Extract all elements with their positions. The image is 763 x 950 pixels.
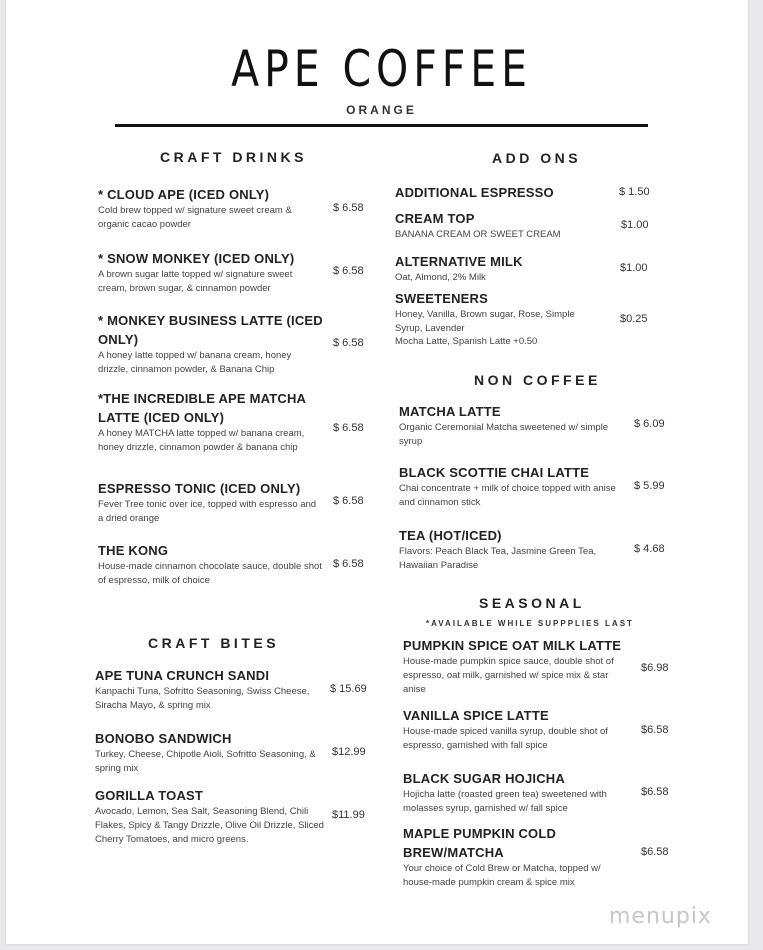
location-subtitle: ORANGE [346,103,417,117]
item-price: $ 6.09 [634,418,665,430]
item-price: $ 15.69 [330,683,367,695]
menu-item [395,209,610,242]
item-name: * MONKEY BUSINESS LATTE (ICED ONLY) [98,313,323,347]
item-description: Hojicha latte (roasted green tea) sweetened with molasses syrup, garnished w/ fall spice [403,789,607,814]
item-price: $1.00 [620,262,648,274]
item-price: $6.58 [641,846,669,858]
item-price: $ 6.58 [333,558,364,570]
menu-item [95,666,323,713]
menu-item-extra [395,335,625,349]
item-description: House-made pumpkin spice sauce, double shot of espresso, oat milk, garnished w/ spice mix & star anise [403,656,614,695]
item-description: A honey MATCHA latte topped w/ banana cream, honey drizzle, cinnamon powder & banana chip [98,428,305,453]
item-price: $ 6.58 [333,495,364,507]
item-price: $ 5.99 [634,480,665,492]
section-heading-craft-bites: CRAFT BITES [148,635,280,651]
item-name: MAPLE PUMPKIN COLD BREW/MATCHA [403,826,557,860]
item-name: * CLOUD APE (ICED ONLY) [98,187,270,202]
item-description: House-made cinnamon chocolate sauce, double shot of espresso, milk of choice [98,561,322,586]
item-price: $ 6.58 [333,202,364,214]
item-price: $0.25 [620,313,648,325]
item-description: Cold brew topped w/ signature sweet cream & organic cacao powder [98,205,292,230]
item-price: $6.58 [641,724,669,736]
header-divider [115,124,648,127]
item-price: $11.99 [332,809,365,821]
item-description: Honey, Vanilla, Brown sugar, Rose, Simple Syrup, Lavender [395,309,575,334]
item-description: House-made spiced vanilla syrup, double shot of espresso, garnished with fall spice [403,726,608,751]
item-name: *THE INCREDIBLE APE MATCHA LATTE (ICED ONLY) [98,391,306,425]
menu-item [98,249,323,296]
item-price: $ 4.68 [634,543,665,555]
section-heading-seasonal: SEASONAL [479,595,585,611]
item-name: ALTERNATIVE MILK [395,254,523,269]
menu-item [395,183,610,202]
item-name: THE KONG [98,543,169,558]
item-name: TEA (HOT/ICED) [399,528,502,543]
menu-item [98,389,323,455]
item-name: BLACK SUGAR HOJICHA [403,771,565,786]
item-description: Turkey, Cheese, Chipotle Aioli, Sofritto Seasoning, & spring mix [95,749,316,774]
menupix-watermark: menupix [609,904,712,929]
item-description: A honey latte topped w/ banana cream, honey drizzle, cinnamon powder, & Banana Chip [98,350,292,375]
item-name: APE TUNA CRUNCH SANDI [95,668,270,683]
item-price: $6.58 [641,786,669,798]
item-price: $ 6.58 [333,265,364,277]
menu-item [395,252,610,285]
item-name: PUMPKIN SPICE OAT MILK LATTE [403,638,622,653]
item-description: Chai concentrate + milk of choice topped with anise and cinnamon stick [399,483,616,508]
section-heading-add-ons: ADD ONS [492,150,582,166]
item-name: VANILLA SPICE LATTE [403,708,549,723]
menu-item [95,786,327,847]
item-name: BONOBO SANDWICH [95,731,232,746]
item-price: $ 1.50 [619,186,650,198]
item-price: $6.98 [641,662,669,674]
item-description: Oat, Almond, 2% Milk [395,272,486,283]
menu-item [399,402,614,449]
item-name: ESPRESSO TONIC (ICED ONLY) [98,481,301,496]
seasonal-note: *AVAILABLE WHILE SUPPPLIES LAST [426,619,634,628]
menu-item [403,769,625,816]
menu-item [98,185,323,232]
item-description: Fever Tree tonic over ice, topped with espresso and a dried orange [98,499,317,524]
item-name: ADDITIONAL ESPRESSO [395,185,554,200]
menu-item [403,824,618,890]
menu-item [399,463,619,510]
menu-item [395,289,590,336]
item-description: BANANA CREAM OR SWEET CREAM [395,229,561,240]
menu-item [399,526,619,573]
item-name: MATCHA LATTE [399,404,501,419]
item-price: $ 6.58 [333,337,364,349]
item-name: * SNOW MONKEY (ICED ONLY) [98,251,295,266]
item-description: A brown sugar latte topped w/ signature sweet cream, brown sugar, & cinnamon powder [98,269,293,294]
item-name: SWEETENERS [395,291,489,306]
item-price: $1.00 [621,219,649,231]
item-name: CREAM TOP [395,211,475,226]
page-title: APE COFFEE [231,40,532,98]
menu-item [95,729,323,776]
item-description: Kanpachi Tuna, Sofritto Seasoning, Swiss Cheese, Siracha Mayo, & spring mix [95,686,310,711]
menu-item [98,311,323,377]
item-name: BLACK SCOTTIE CHAI LATTE [399,465,590,480]
item-description: Flavors: Peach Black Tea, Jasmine Green Tea, Hawaiian Paradise [399,546,597,571]
item-description: Mocha Latte, Spanish Latte +0.50 [395,336,538,347]
section-heading-non-coffee: NON COFFEE [474,372,601,388]
menu-item [98,479,323,526]
item-name: GORILLA TOAST [95,788,204,803]
section-heading-craft-drinks: CRAFT DRINKS [160,149,307,165]
item-description: Avocado, Lemon, Sea Salt, Seasoning Blend, Chili Flakes, Spicy & Tangy Drizzle, Olive Oil Drizzle, Sliced Cherry Tomatoes, and micro greens. [95,806,324,845]
menu-item [98,541,323,588]
item-description: Organic Ceremonial Matcha sweetened w/ simple syrup [399,422,609,447]
menu-item [403,706,625,753]
menu-item [403,636,623,697]
item-price: $ 6.58 [333,422,364,434]
item-price: $12.99 [332,746,366,758]
item-description: Your choice of Cold Brew or Matcha, topped w/ house-made pumpkin cream & spice mix [403,863,601,888]
